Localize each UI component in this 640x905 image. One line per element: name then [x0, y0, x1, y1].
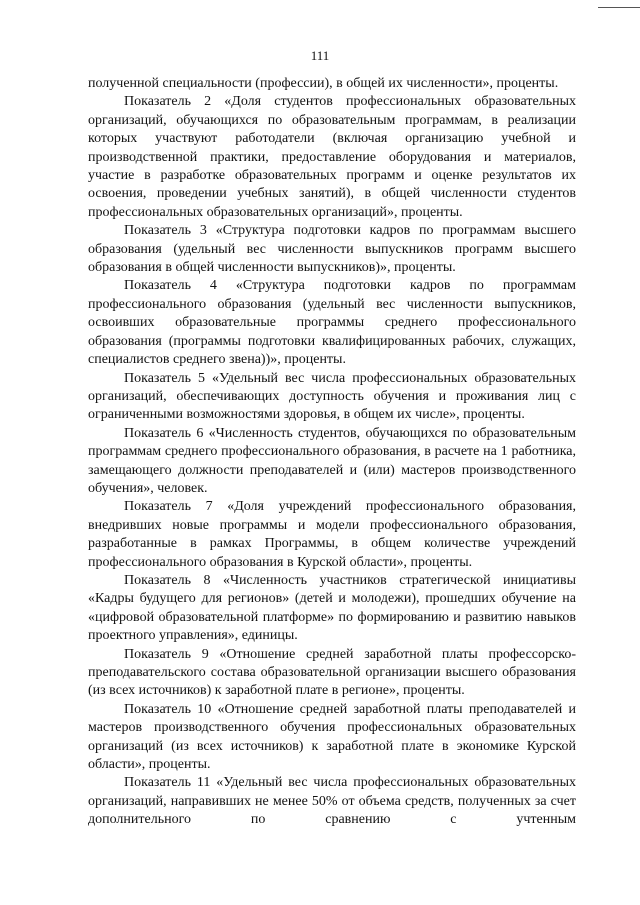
- paragraph-indicator-9: Показатель 9 «Отношение средней заработной платы профессорско-преподавательского состава образовательной организации высшего образования (из всех источников) к заработной плате в регионе», проценты.: [88, 646, 576, 699]
- paragraph-indicator-6: Показатель 6 «Численность студентов, обучающихся по образовательным программам среднего профессионального образования, в расчете на 1 работника, замещающего должности преподавателей и (или) мастеров производственного обучения», человек.: [88, 425, 576, 496]
- corner-mark: [598, 7, 640, 8]
- paragraph-indicator-3: Показатель 3 «Структура подготовки кадров по программам высшего образования (удельный вес численности выпускников программ высшего образования в общей численности выпускников)», проценты.: [88, 223, 576, 276]
- paragraph-indicator-11: Показатель 11 «Удельный вес числа профессиональных образовательных организаций, направивших не менее 50% от объема средств, полученных за счет дополнительного по сравнению с учтенным: [88, 775, 576, 828]
- paragraph-indicator-2: Показатель 2 «Доля студентов профессиональных образовательных организаций, обучающихся по образовательным программам, в реализации которых участвуют работодатели (включая организацию учебной и производственной практики, предоставление оборудования и материалов, участие в разработке образовательных программ и оценке результатов их освоения, проведении учебных занятий), в общей численности студентов профессиональных образовательных организаций», проценты.: [88, 94, 576, 220]
- paragraph-indicator-8: Показатель 8 «Численность участников стратегической инициативы «Кадры будущего для регионов» (детей и молодежи), прошедших обучение на «цифровой образовательной платформе» по формированию и развитию навыков проектного управления», единицы.: [88, 572, 576, 644]
- paragraph-continuation: полученной специальности (профессии), в общей их численности», проценты.: [88, 76, 559, 91]
- paragraph-indicator-5: Показатель 5 «Удельный вес числа профессиональных образовательных организаций, обеспечивающих доступность обучения и проживания лиц с ограниченными возможностями здоровья, в общем их числе», проценты.: [88, 370, 576, 423]
- paragraph-indicator-4: Показатель 4 «Структура подготовки кадров по программам профессионального образования (удельный вес численности выпускников, освоивших образовательные программы среднего профессионального образования (программы подготовки квалифицированных рабочих, служащих, специалистов среднего звена))», проценты.: [88, 278, 576, 368]
- page-number: 111: [310, 48, 330, 63]
- paragraph-indicator-7: Показатель 7 «Доля учреждений профессионального образования, внедривших новые программы и модели профессионального образования, разработанные в рамках Программы, в общем количестве учреждений профессионального образования в Курской области», проценты.: [88, 499, 576, 570]
- paragraph-indicator-10: Показатель 10 «Отношение средней заработной платы преподавателей и мастеров производственного обучения профессиональных образовательных организаций (из всех источников) к заработной плате в экономике Курской области», проценты.: [88, 701, 576, 773]
- document-body: [88, 75, 576, 830]
